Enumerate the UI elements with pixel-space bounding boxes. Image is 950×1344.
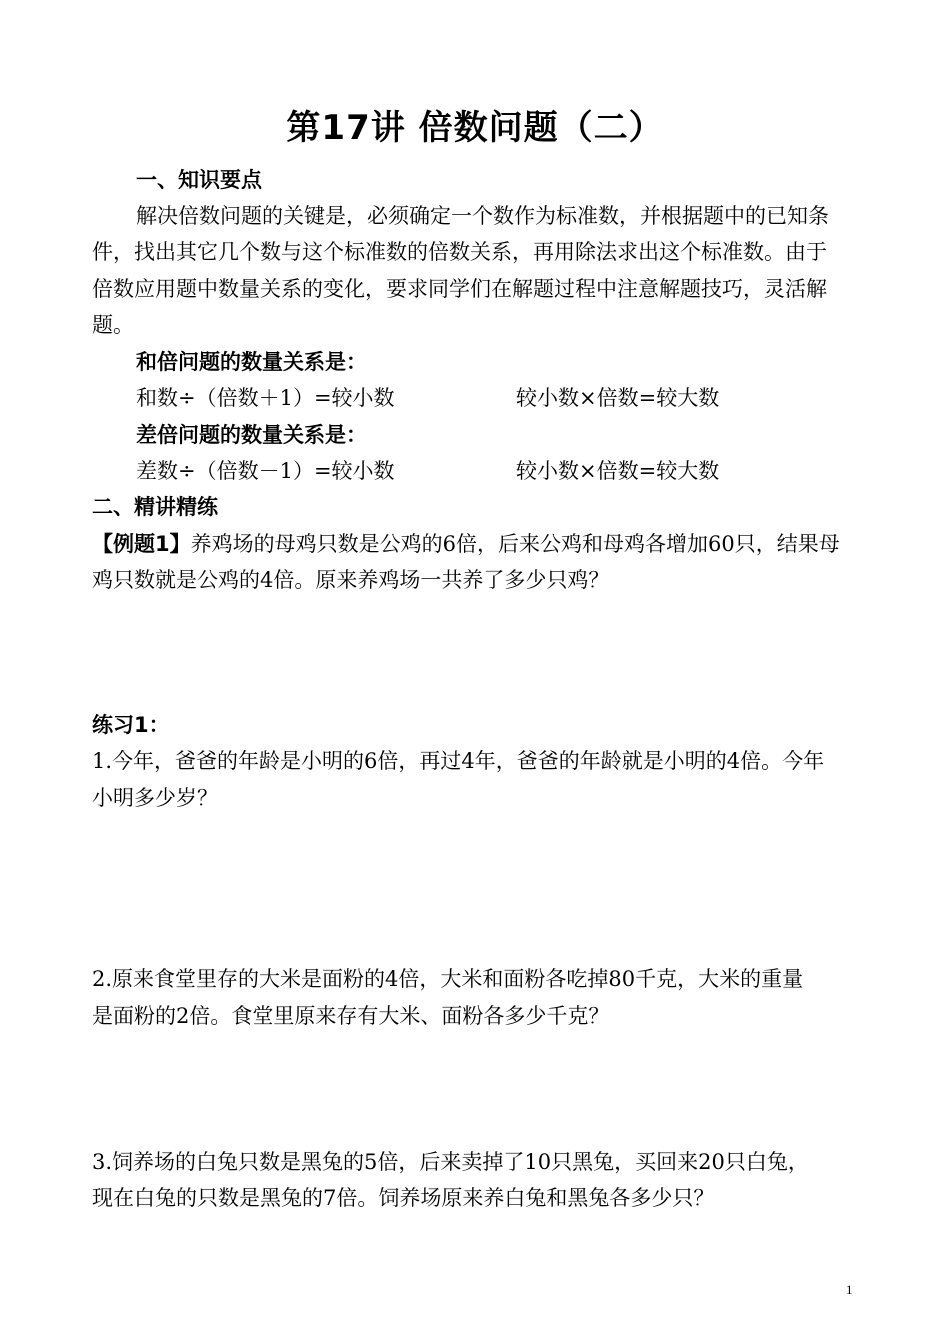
paragraph-line: 倍数应用题中数量关系的变化，要求同学们在解题过程中注意解题技巧，灵活解 bbox=[92, 277, 827, 301]
example-text: 养鸡场的母鸡只数是公鸡的6倍，后来公鸡和母鸡各增加60只，结果母 bbox=[190, 532, 840, 556]
question-3-line-1: 3.饲养场的白兔只数是黑兔的5倍，后来卖掉了10只黑兔，买回来20只白兔， bbox=[92, 1150, 809, 1174]
page-number: 1 bbox=[846, 1282, 853, 1297]
question-2-line-1: 2.原来食堂里存的大米是面粉的4倍，大米和面粉各吃掉80千克，大米的重量 bbox=[92, 967, 804, 991]
sum-formula-right: 较小数×倍数=较大数 bbox=[516, 386, 720, 410]
question-3-line-2: 现在白兔的只数是黑兔的7倍。饲养场原来养白兔和黑兔各多少只？ bbox=[92, 1186, 715, 1210]
question-1-line-1: 1.今年，爸爸的年龄是小明的6倍，再过4年，爸爸的年龄就是小明的4倍。今年 bbox=[92, 749, 825, 773]
section-heading-practice: 二、精讲精练 bbox=[92, 495, 218, 519]
question-1-line-2: 小明多少岁？ bbox=[92, 786, 218, 810]
paragraph-line: 件，找出其它几个数与这个标准数的倍数关系，再用除法求出这个标准数。由于 bbox=[92, 240, 827, 264]
example-label: 【例题1】 bbox=[92, 532, 191, 556]
exercise-heading: 练习1： bbox=[92, 713, 170, 737]
section-heading-knowledge: 一、知识要点 bbox=[136, 168, 262, 192]
diff-formula-right: 较小数×倍数=较大数 bbox=[516, 459, 720, 483]
example-1-line bbox=[92, 526, 840, 562]
question-2-line-2: 是面粉的2倍。食堂里原来存有大米、面粉各多少千克？ bbox=[92, 1004, 610, 1028]
paragraph-line: 题。 bbox=[92, 313, 134, 337]
paragraph-line: 解决倍数问题的关键是，必须确定一个数作为标准数，并根据题中的已知条 bbox=[136, 204, 829, 228]
page-title: 第17讲 倍数问题（二） bbox=[286, 108, 664, 148]
sum-formula-left: 和数÷（倍数＋1）=较小数 bbox=[136, 386, 395, 410]
diff-formula-left: 差数÷（倍数－1）=较小数 bbox=[136, 459, 395, 483]
diff-multiple-heading: 差倍问题的数量关系是： bbox=[136, 423, 367, 447]
example-1-line-2: 鸡只数就是公鸡的4倍。原来养鸡场一共养了多少只鸡？ bbox=[92, 568, 610, 592]
sum-multiple-heading: 和倍问题的数量关系是： bbox=[136, 350, 367, 374]
